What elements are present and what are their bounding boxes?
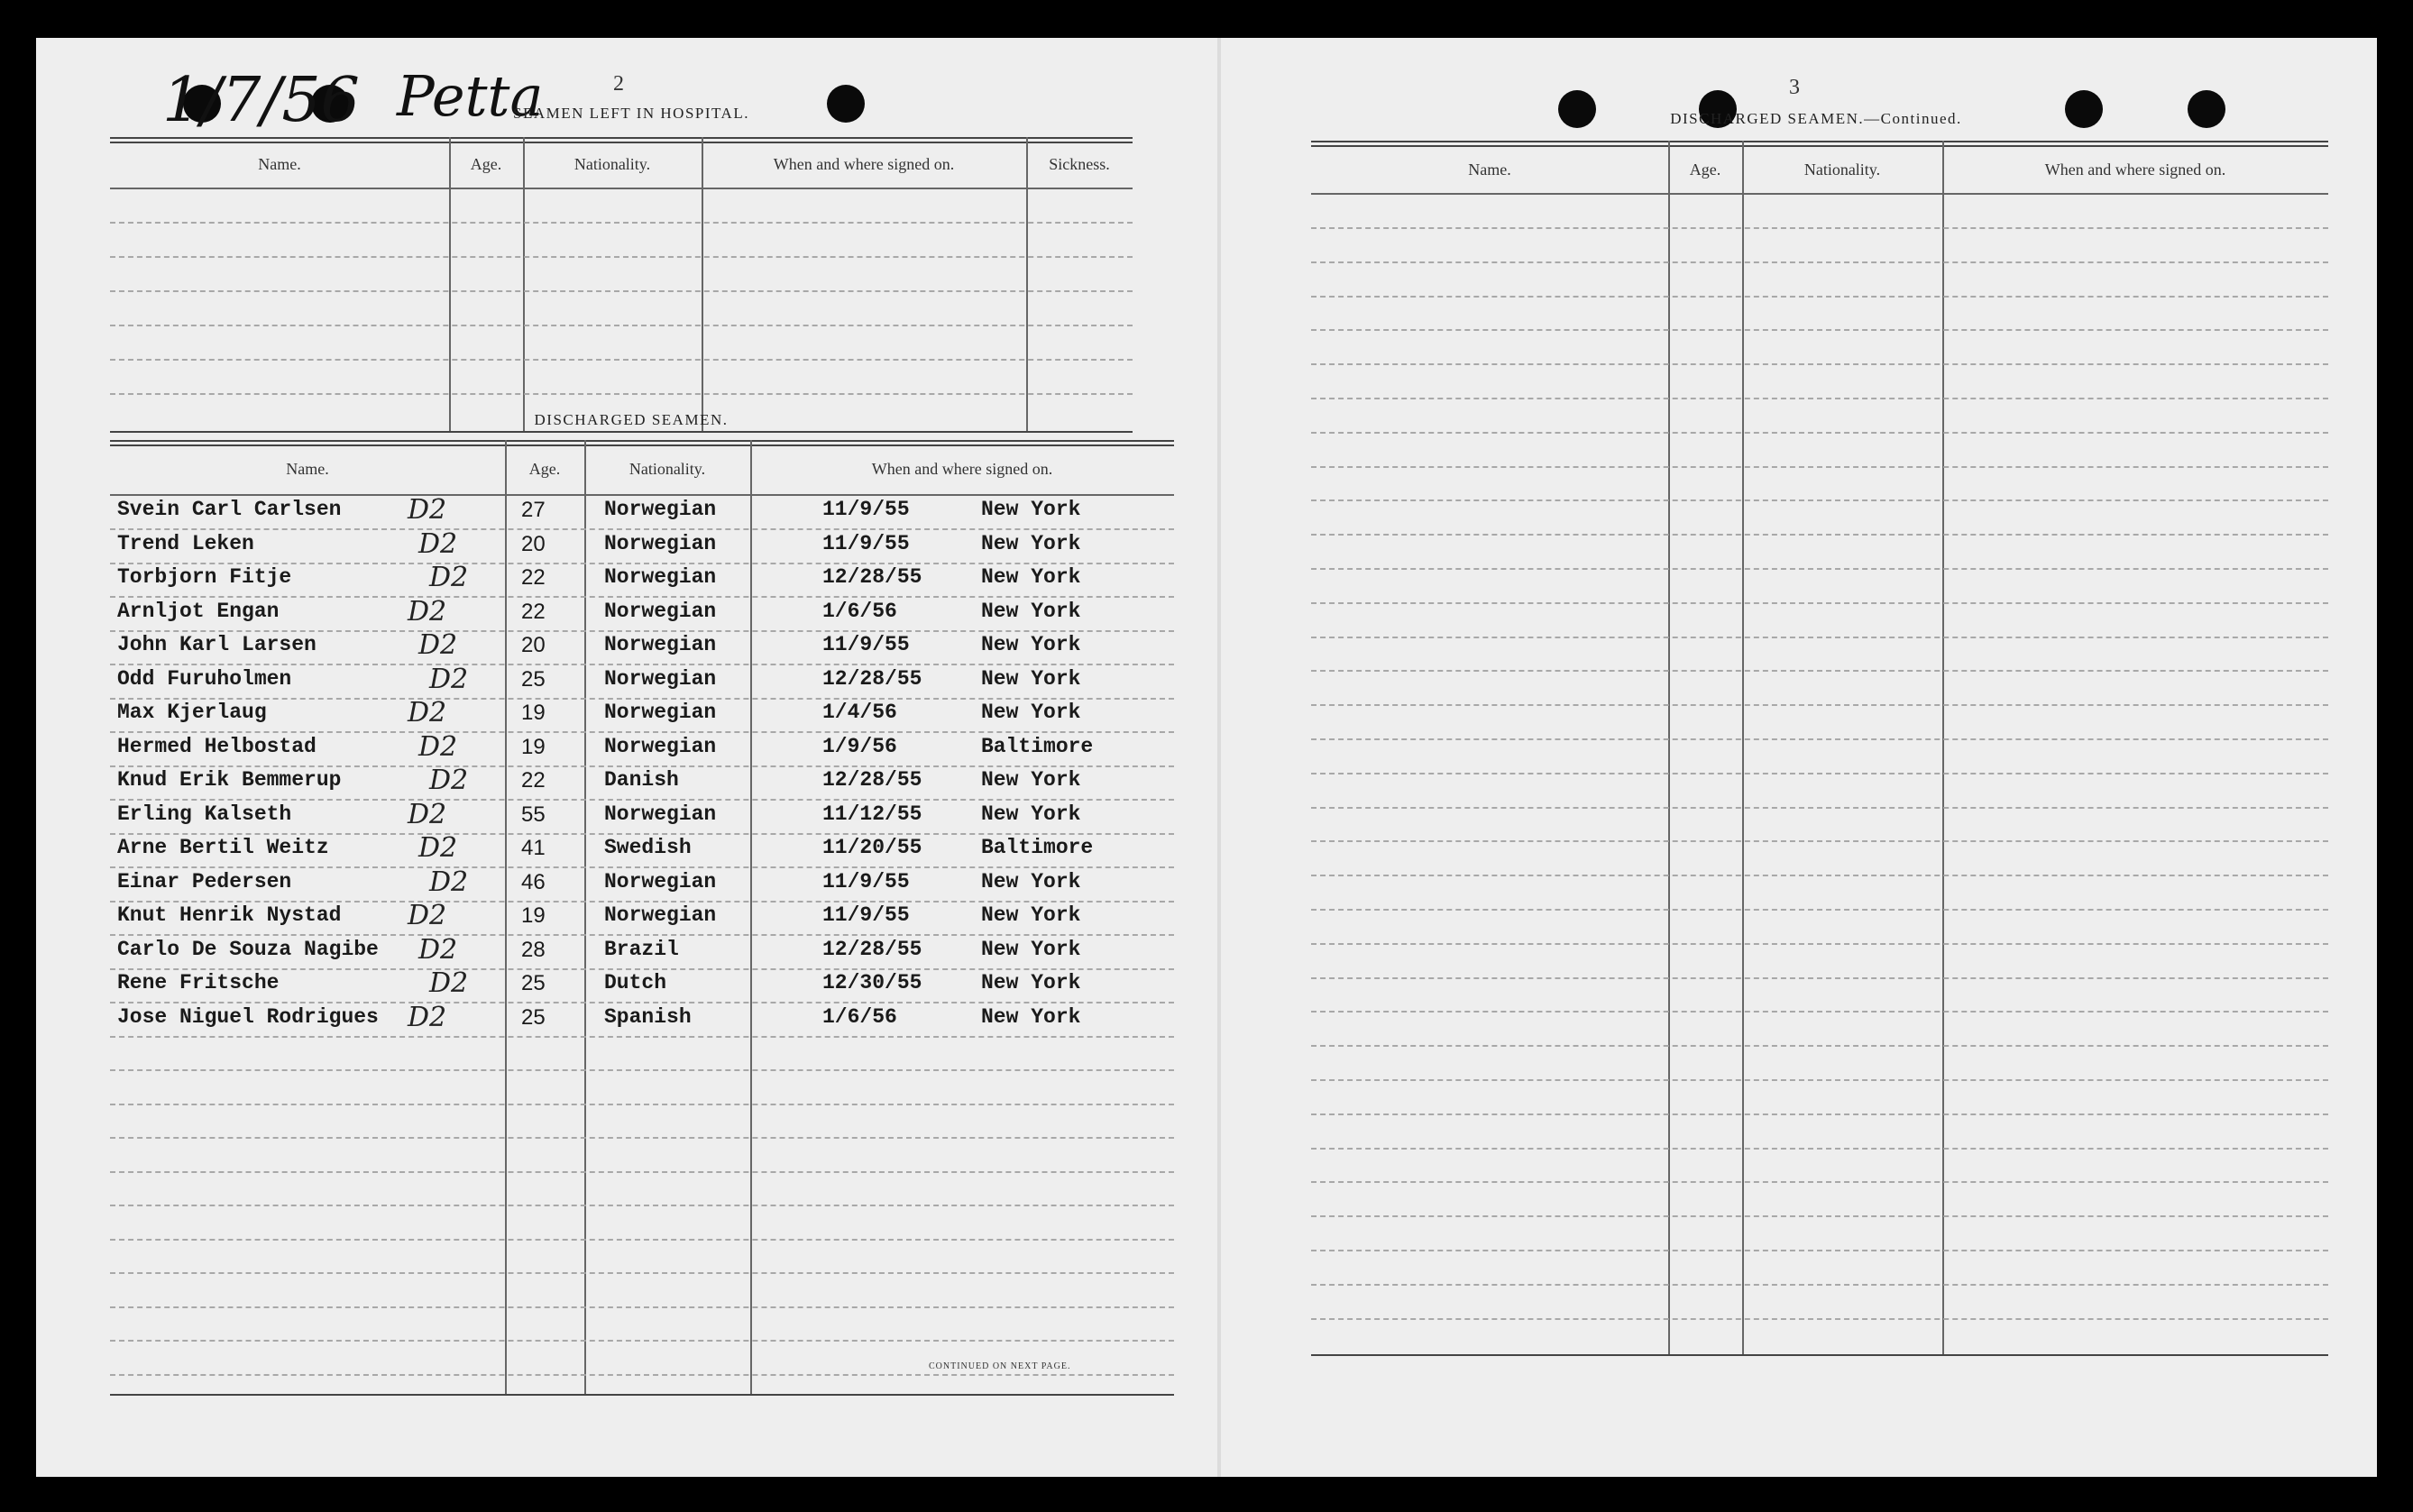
seaman-name: Svein Carl Carlsen	[117, 498, 342, 521]
seaman-mark: D2	[408, 900, 447, 931]
signed-on-date: 11/9/55	[822, 531, 910, 555]
signed-on-date: 11/9/55	[822, 498, 910, 521]
handwritten-name: Petta	[397, 63, 544, 129]
signed-on-place: New York	[981, 666, 1081, 691]
seaman-name: Rene Fritsche	[117, 971, 280, 994]
signed-on-date: 1/4/56	[822, 701, 897, 724]
discharged-header-nationality: Nationality.	[628, 460, 706, 478]
seaman-age: 55	[521, 802, 546, 827]
seaman-age: 27	[521, 498, 546, 522]
signed-on-date: 12/30/55	[822, 971, 922, 994]
signed-on-date: 12/28/55	[822, 666, 922, 691]
seaman-nationality: Norwegian	[604, 633, 717, 656]
discharged-header-name: Name.	[286, 460, 329, 478]
seaman-mark: D2	[418, 933, 458, 966]
seaman-nationality: Spanish	[604, 1004, 692, 1029]
discharged-header-age: Age.	[528, 460, 561, 478]
table-row	[110, 663, 1174, 700]
seaman-age: 22	[521, 768, 546, 793]
seaman-mark: D2	[429, 663, 469, 695]
signed-on-place: New York	[981, 701, 1081, 724]
document-sheet	[36, 38, 2377, 1477]
hospital-header-signed-on: When and where signed on.	[773, 155, 955, 173]
table-row	[110, 595, 1174, 632]
seaman-mark: D2	[429, 765, 469, 796]
seaman-name: Hermed Helbostad	[117, 734, 317, 758]
seaman-mark: D2	[429, 562, 469, 593]
page-number: 2	[613, 72, 624, 96]
seaman-mark: D2	[429, 967, 469, 999]
signed-on-date: 12/28/55	[822, 937, 922, 961]
table-row	[110, 527, 1174, 564]
continued-section-title: DISCHARGED SEAMEN.—Continued.	[1670, 110, 1962, 127]
seaman-nationality: Norwegian	[604, 498, 717, 521]
seaman-name: Jose Niguel Rodrigues	[117, 1004, 379, 1029]
seaman-age: 25	[521, 1004, 546, 1030]
signed-on-place: New York	[981, 565, 1081, 589]
punch-hole	[2065, 90, 2103, 128]
seaman-mark: D2	[418, 629, 458, 661]
seaman-nationality: Dutch	[604, 971, 667, 994]
seaman-age: 22	[521, 565, 546, 590]
signed-on-place: Baltimore	[981, 836, 1094, 859]
table-row	[110, 765, 1174, 801]
discharged-header-signed-on: When and where signed on.	[871, 460, 1053, 478]
table-row	[110, 900, 1174, 936]
hospital-header-age: Age.	[470, 155, 502, 173]
signed-on-date: 11/20/55	[822, 836, 922, 859]
seaman-nationality: Norwegian	[604, 531, 717, 555]
left-page	[36, 38, 1217, 1477]
seaman-name: Knud Erik Bemmerup	[117, 768, 342, 792]
seaman-name: Torbjorn Fitje	[117, 565, 292, 589]
seaman-nationality: Norwegian	[604, 869, 717, 893]
seaman-nationality: Norwegian	[604, 734, 717, 758]
signed-on-date: 1/6/56	[822, 599, 897, 623]
seaman-mark: D2	[408, 1001, 447, 1033]
seaman-nationality: Brazil	[604, 937, 679, 961]
seaman-age: 20	[521, 531, 546, 556]
signed-on-date: 11/9/55	[822, 633, 910, 656]
signed-on-date: 1/9/56	[822, 734, 897, 758]
seaman-age: 28	[521, 937, 546, 962]
signed-on-place: New York	[981, 768, 1081, 792]
signed-on-place: New York	[981, 599, 1081, 623]
table-row	[110, 832, 1174, 868]
seaman-age: 19	[521, 734, 546, 759]
table-row	[110, 933, 1174, 970]
signed-on-place: New York	[981, 971, 1081, 994]
seaman-nationality: Norwegian	[604, 903, 717, 927]
table-row	[110, 730, 1174, 767]
table-row	[110, 494, 1174, 530]
seaman-mark: D2	[408, 494, 447, 526]
seaman-name: Trend Leken	[117, 531, 254, 555]
signed-on-date: 11/9/55	[822, 869, 910, 893]
discharged-section-title: DISCHARGED SEAMEN.	[534, 411, 729, 428]
seaman-name: Odd Furuholmen	[117, 666, 292, 691]
signed-on-place: New York	[981, 869, 1081, 893]
discharged-table	[110, 440, 1174, 1396]
signed-on-place: Baltimore	[981, 734, 1094, 758]
signed-on-date: 1/6/56	[822, 1004, 897, 1029]
punch-hole	[1558, 90, 1596, 128]
seaman-mark: D2	[429, 866, 469, 898]
seaman-age: 20	[521, 633, 546, 657]
signed-on-place: New York	[981, 498, 1081, 521]
seaman-nationality: Danish	[604, 768, 679, 792]
signed-on-place: New York	[981, 802, 1081, 826]
seaman-age: 19	[521, 701, 546, 725]
seaman-name: Einar Pedersen	[117, 869, 292, 893]
seaman-name: Knut Henrik Nystad	[117, 903, 342, 927]
continued-header-age: Age.	[1689, 160, 1721, 179]
punch-hole	[827, 85, 865, 123]
table-row	[110, 866, 1174, 903]
handwritten-date: 1/7/56	[162, 65, 360, 136]
seaman-name: Arnljot Engan	[117, 599, 280, 623]
signed-on-place: New York	[981, 1004, 1081, 1029]
hospital-table	[110, 137, 1133, 433]
right-page	[1221, 38, 2377, 1477]
seaman-age: 25	[521, 666, 546, 692]
seaman-nationality: Swedish	[604, 836, 692, 859]
seaman-nationality: Norwegian	[604, 599, 717, 623]
punch-hole	[2188, 90, 2225, 128]
table-row	[110, 629, 1174, 665]
hospital-section-title: SEAMEN LEFT IN HOSPITAL.	[513, 105, 749, 122]
seaman-mark: D2	[418, 832, 458, 864]
seaman-age: 46	[521, 869, 546, 894]
seaman-age: 25	[521, 971, 546, 995]
seaman-name: John Karl Larsen	[117, 633, 317, 656]
signed-on-date: 12/28/55	[822, 565, 922, 589]
signed-on-place: New York	[981, 531, 1081, 555]
table-row	[110, 798, 1174, 835]
seaman-age: 19	[521, 903, 546, 928]
seaman-mark: D2	[408, 595, 447, 628]
seaman-mark: D2	[418, 527, 458, 560]
seaman-mark: D2	[408, 697, 447, 729]
seaman-age: 41	[521, 836, 546, 860]
hospital-header-name: Name.	[258, 155, 301, 173]
seaman-nationality: Norwegian	[604, 666, 717, 691]
continued-table	[1311, 141, 2328, 1356]
continued-note: CONTINUED ON NEXT PAGE.	[929, 1361, 1071, 1371]
hospital-header-nationality: Nationality.	[573, 155, 651, 173]
seaman-name: Arne Bertil Weitz	[117, 836, 329, 859]
continued-header-name: Name.	[1468, 160, 1511, 179]
signed-on-date: 12/28/55	[822, 768, 922, 792]
hospital-header-sickness: Sickness.	[1049, 155, 1110, 173]
table-row	[110, 697, 1174, 733]
signed-on-date: 11/9/55	[822, 903, 910, 927]
seaman-name: Erling Kalseth	[117, 802, 292, 826]
table-row	[110, 1001, 1174, 1038]
seaman-nationality: Norwegian	[604, 802, 717, 826]
seaman-mark: D2	[418, 730, 458, 763]
page-number: 3	[1789, 76, 1800, 99]
continued-header-signed-on: When and where signed on.	[2044, 160, 2226, 179]
table-row	[110, 562, 1174, 598]
seaman-age: 22	[521, 599, 546, 624]
signed-on-date: 11/12/55	[822, 802, 922, 826]
seaman-mark: D2	[408, 798, 447, 830]
seaman-name: Carlo De Souza Nagibe	[117, 937, 379, 961]
signed-on-place: New York	[981, 633, 1081, 656]
seaman-nationality: Norwegian	[604, 565, 717, 589]
seaman-name: Max Kjerlaug	[117, 701, 267, 724]
table-row	[110, 967, 1174, 1003]
continued-header-nationality: Nationality.	[1803, 160, 1881, 179]
signed-on-place: New York	[981, 937, 1081, 961]
seaman-nationality: Norwegian	[604, 701, 717, 724]
signed-on-place: New York	[981, 903, 1081, 927]
